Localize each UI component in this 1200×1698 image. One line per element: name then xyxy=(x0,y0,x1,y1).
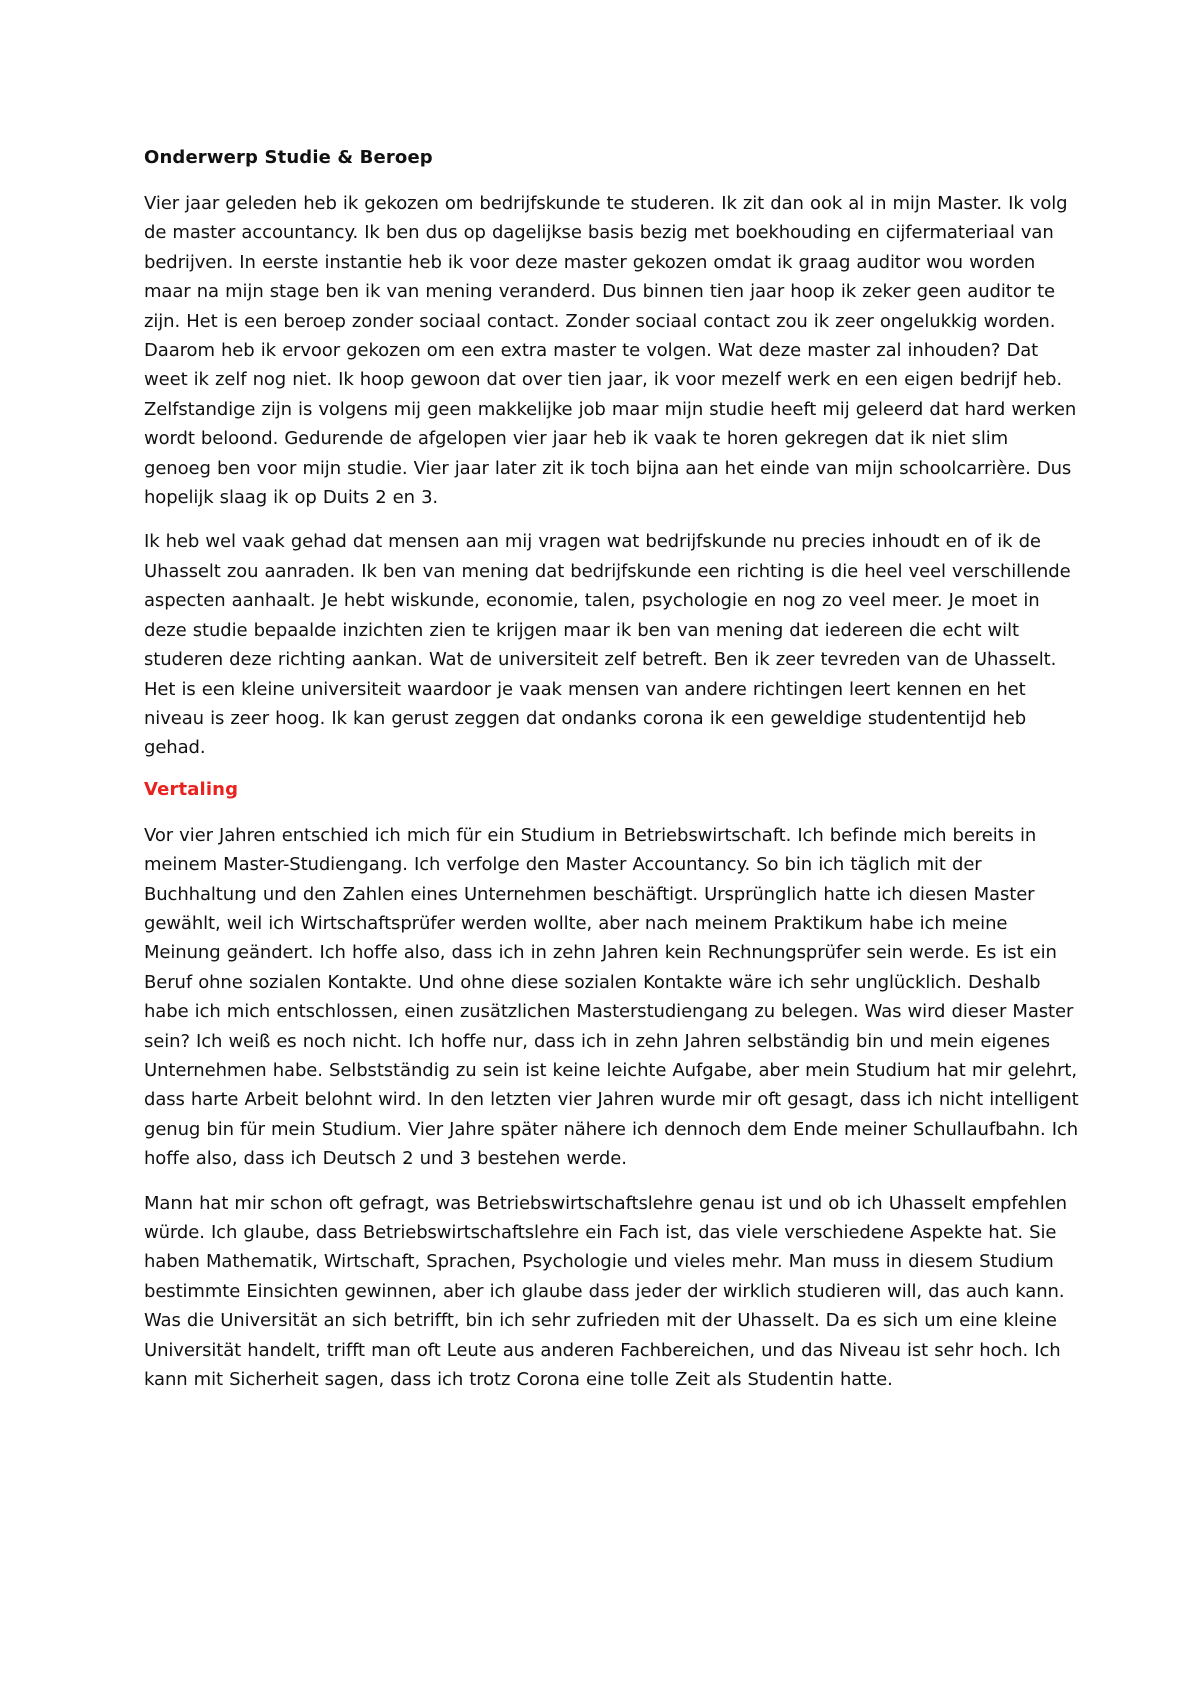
paragraph-nl-2: Ik heb wel vaak gehad dat mensen aan mij vragen wat bedrijfskunde nu precies inhoudt en of ik de Uhasselt zou aanraden. Ik ben van mening dat bedrijfskunde een richting is die heel veel verschillende aspecten aanhaalt. Je hebt wiskunde, economie, talen, psychologie en nog zo veel meer. Je moet in deze studie bepaalde inzichten zien te krijgen maar ik ben van mening dat iedereen die echt wilt studeren deze richting aankan. Wat de universiteit zelf betreft. Ben ik zeer tevreden van de Uhasselt. Het is een kleine universiteit waardoor je vaak mensen van andere richtingen leert kennen en het niveau is zeer hoog. Ik kan gerust zeggen dat ondanks corona ik een geweldige studententijd heb gehad. xyxy=(144,531,1071,759)
paragraph-de-2: Mann hat mir schon oft gefragt, was Betriebswirtschaftslehre genau ist und ob ich Uhasselt empfehlen würde. Ich glaube, dass Betriebswirtschaftslehre ein Fach ist, das viele verschiedene Aspekte hat. Sie haben Mathematik, Wirtschaft, Sprachen, Psychologie und vieles mehr. Man muss in diesem Studium bestimmte Einsichten gewinnen, aber ich glaube dass jeder der wirklich studieren will, das auch kann. Was die Universität an sich betrifft, bin ich sehr zufrieden mit der Uhasselt. Da es sich um eine kleine Universität handelt, trifft man oft Leute aus anderen Fachbereichen, und das Niveau ist sehr hoch. Ich kann mit Sicherheit sagen, dass ich trotz Corona eine tolle Zeit als Studentin hatte. xyxy=(144,1192,1067,1391)
paragraph-de-1: Vor vier Jahren entschied ich mich für ein Studium in Betriebswirtschaft. Ich befinde mich bereits in meinem Master-Studiengang. Ich verfolge den Master Accountancy. So bin ich täglich mit der Buchhaltung und den Zahlen eines Unternehmen beschäftigt. Ursprünglich hatte ich diesen Master gewählt, weil ich Wirtschaftsprüfer werden wollte, aber nach meinem Praktikum habe ich meine Meinung geändert. Ich hoffe also, dass ich in zehn Jahren kein Rechnungsprüfer sein werde. Es ist ein Beruf ohne sozialen Kontakte. Und ohne diese sozialen Kontakte wäre ich sehr unglücklich. Deshalb habe ich mich entschlossen, einen zusätzlichen Masterstudiengang zu belegen. Was wird dieser Master sein? Ich weiß es noch nicht. Ich hoffe nur, dass ich in zehn Jahren selbständig bin und mein eigenes Unternehmen habe. Selbstständig zu sein ist keine leichte Aufgabe, aber mein Studium hat mir gelehrt, dass harte Arbeit belohnt wird. In den letzten vier Jahren wurde mir oft gesagt, dass ich nicht intelligent genug bin für mein Studium. Vier Jahre später nähere ich dennoch dem Ende meiner Schullaufbahn. Ich hoffe also, dass ich Deutsch 2 und 3 bestehen werde. xyxy=(144,824,1079,1170)
document-body xyxy=(144,146,1080,1409)
document-title: Onderwerp Studie & Beroep xyxy=(144,147,433,168)
translation-heading: Vertaling xyxy=(144,778,239,800)
paragraph-nl-1: Vier jaar geleden heb ik gekozen om bedrijfskunde te studeren. Ik zit dan ook al in mijn Master. Ik volg de master accountancy. Ik ben dus op dagelijkse basis bezig met boekhouding en cijfermateriaal van bedrijven. In eerste instantie heb ik voor deze master gekozen omdat ik graag auditor wou worden maar na mijn stage ben ik van mening veranderd. Dus binnen tien jaar hoop ik zeker geen auditor te zijn. Het is een beroep zonder sociaal contact. Zonder sociaal contact zou ik zeer ongelukkig worden. Daarom heb ik ervoor gekozen om een extra master te volgen. Wat deze master zal inhouden? Dat weet ik zelf nog niet. Ik hoop gewoon dat over tien jaar, ik voor mezelf werk en een eigen bedrijf heb. Zelfstandige zijn is volgens mij geen makkelijke job maar mijn studie heeft mij geleerd dat hard werken wordt beloond. Gedurende de afgelopen vier jaar heb ik vaak te horen gekregen dat ik niet slim genoeg ben voor mijn studie. Vier jaar later zit ik toch bijna aan het einde van mijn schoolcarrière. Dus hopelijk slaag ik op Duits 2 en 3. xyxy=(144,193,1077,509)
